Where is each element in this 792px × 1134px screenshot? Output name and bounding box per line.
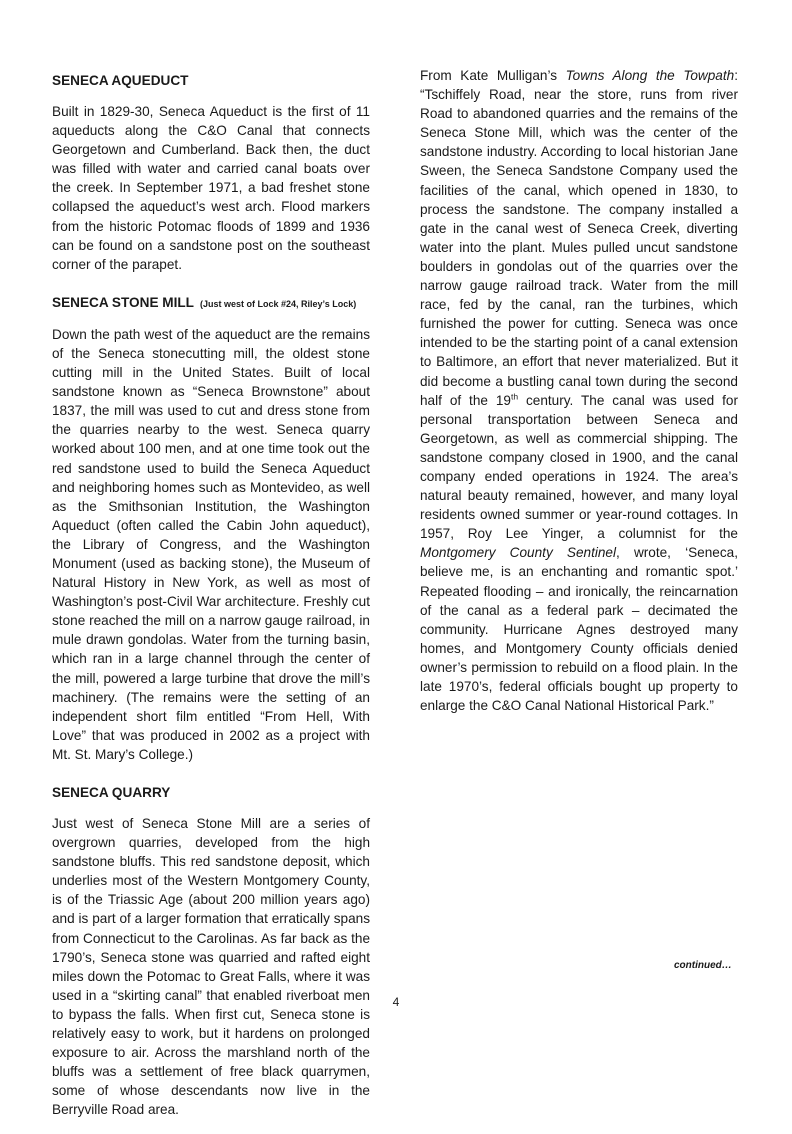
paragraph-towns-along-towpath [420, 66, 738, 715]
towpath-body-2: century. The canal was used for personal transportation between Seneca and Georgetown, as well as commercial shipping. The sandstone company closed in 1900, and the canal company ended operations in 1924. The area’s natural beauty remained, however, and many loyal residents owned summer or year-round cottages. In 1957, Roy Lee Yinger, a columnist for the [420, 392, 738, 542]
heading-seneca-stone-mill-title: SENECA STONE MILL [52, 294, 194, 310]
continued-label: continued… [674, 960, 732, 971]
towpath-book-title: Towns Along the Towpath [565, 68, 735, 83]
page-number: 4 [392, 995, 400, 1009]
towpath-colon: : [734, 68, 738, 83]
paragraph-seneca-aqueduct: Built in 1829-30, Seneca Aqueduct is the first of 11 aqueducts along the C&O Canal that connects Georgetown and Cumberland. Back then, the duct was filled with water and carried canal boats over the creek. In September 1971, a bad freshet stone collapsed the aqueduct’s west arch. Flood markers from the historic Potomac floods of 1899 and 1936 can be found on a sandstone post on the southeast corner of the parapet. [52, 104, 370, 272]
heading-seneca-stone-mill-location: (Just west of Lock #24, Riley’s Lock) [200, 298, 357, 309]
heading-seneca-aqueduct: SENECA AQUEDUCT [52, 73, 189, 88]
paragraph-seneca-quarry: Just west of Seneca Stone Mill are a series of overgrown quarries, developed from the high sandstone bluffs. This red sandstone deposit, which underlies most of the Western Montgomery County, is of the Triassic Age (about 200 million years ago) and is part of a larger formation that erratically spans from Connecticut to the Carolinas. As far back as the 1790’s, Seneca stone was quarried and rafted eight miles down the Potomac to Great Falls, where it was used in a “skirting canal” that enabled riverboat men to bypass the falls. When first cut, Seneca stone is relatively easy to work, but it hardens on prolonged exposure to air. Across the marshland north of the bluffs was a settlement of free black quarrymen, some of whose descendants now live in the Berryville Road area. [52, 816, 370, 1118]
heading-seneca-stone-mill [52, 294, 370, 313]
towpath-body-3: , wrote, ‘Seneca, believe me, is an enchanting and romantic spot.’ Repeated flooding – and ironically, the reincarnation of the canal as a federal park – decimated the community. Hurricane Agnes destroyed many homes, and Montgomery County officials denied owner’s permission to rebuild on a flood plain. In the late 1970’s, federal officials bought up property to enlarge the C&O Canal National Historical Park.” [420, 545, 738, 714]
paragraph-seneca-stone-mill: Down the path west of the aqueduct are the remains of the Seneca stonecutting mill, the oldest stone cutting mill in the United States. Built of local sandstone known as “Seneca Brownstone” about 1837, the mill was used to cut and dress stone from the quarries nearby to the west. Seneca quarry worked about 100 men, and at one time took out the red sandstone used to build the Seneca Aqueduct and neighboring homes such as Montevideo, as well as the Smithsonian Institution, the Washington Aqueduct (often called the Cabin John aqueduct), the Library of Congress, and the Washington Monument (used as backing stone), the Museum of Natural History in New York, as well as most of Washington’s post-Civil War architecture. Freshly cut stone reached the mill on a narrow gauge railroad, in mule drawn gondolas. Water from the turning basin, which ran in a large channel through the center of the mill, powered a large turbine that drove the mill’s machinery. (The remains were the setting of an independent short film entitled “From Hell, With Love” that was produced in 2002 as a project with Mt. St. Mary’s College.) [52, 326, 370, 762]
towpath-body-1: “Tschiffely Road, near the store, runs from river Road to abandoned quarries and the remains of the Seneca Stone Mill, which was the center of the sandstone industry. According to local historian Jane Sween, the Seneca Sandstone Company used the facilities of the canal, which opened in 1830, to process the sandstone. The company installed a gate in the canal west of Seneca Creek, diverting water into the plant. Mules pulled uncut sandstone boulders in gondolas out of the quarries over the narrow gauge railroad track. Water from the mill race, fed by the canal, ran the turbines, which furnished the power for cutting. Seneca was once intended to be the starting point of a canal extension to Baltimore, an effort that never materialized. But it did become a bustling canal town during the second half of the 19 [420, 87, 738, 408]
right-column [420, 66, 738, 729]
towpath-intro: From Kate Mulligan’s [420, 68, 566, 83]
left-column [52, 62, 370, 1134]
heading-seneca-quarry: SENECA QUARRY [52, 785, 171, 800]
towpath-superscript: th [510, 391, 519, 402]
towpath-newspaper: Montgomery County Sentinel [420, 545, 617, 561]
